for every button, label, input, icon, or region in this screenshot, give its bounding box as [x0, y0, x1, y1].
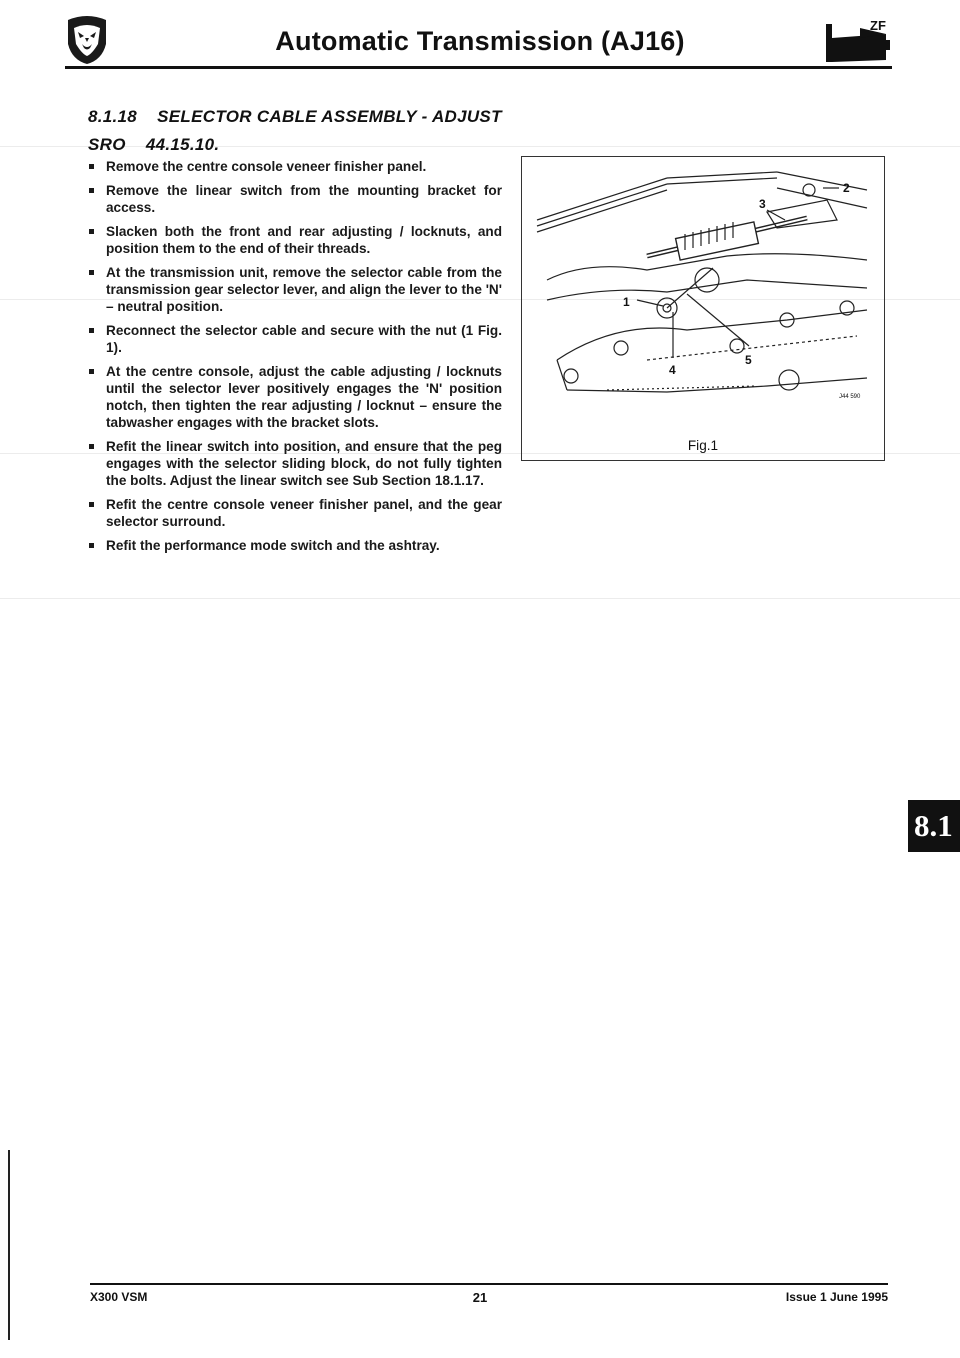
instruction-step: Refit the performance mode switch and the ashtray.	[88, 537, 502, 554]
instruction-step: Remove the centre console veneer finisher panel.	[88, 158, 502, 175]
instruction-step: Slacken both the front and rear adjusting / locknuts, and position them to the end of their threads.	[88, 223, 502, 257]
callout-label: 5	[745, 353, 752, 367]
instruction-step: At the transmission unit, remove the selector cable from the transmission gear selector lever, and align the lever to the 'N' – neutral position.	[88, 264, 502, 315]
scan-edge	[8, 1150, 10, 1340]
brand-mark-text: ZF	[870, 18, 886, 33]
section-tab: 8.1	[908, 800, 960, 852]
instruction-list	[88, 158, 502, 561]
footer-issue-date: Issue 1 June 1995	[785, 1290, 888, 1304]
instruction-step: At the centre console, adjust the cable adjusting / locknuts until the selector lever positively engages the 'N' position notch, then tighten the rear adjusting / locknut – ensure the tabwasher engages with the bracket slots.	[88, 363, 502, 431]
callout-label: 1	[623, 295, 630, 309]
callout-label: 4	[669, 363, 676, 377]
sro-number: SRO 44.15.10.	[88, 135, 220, 154]
footer-manual-code: X300 VSM	[90, 1290, 148, 1304]
callout-label: 3	[759, 197, 766, 211]
header-rule	[65, 66, 892, 69]
page-number: 21	[472, 1290, 488, 1305]
scan-line	[0, 598, 960, 599]
selector-cable-diagram	[527, 160, 881, 428]
figure-caption: Fig.1	[687, 438, 719, 453]
section-heading: 8.1.18 SELECTOR CABLE ASSEMBLY - ADJUST	[88, 107, 502, 126]
instruction-step: Remove the linear switch from the mounting bracket for access.	[88, 182, 502, 216]
zf-transmission-icon	[820, 14, 896, 66]
footer-rule	[90, 1283, 888, 1285]
callout-label: 2	[843, 181, 850, 195]
figure-ref-code: J44 590	[839, 394, 861, 400]
instruction-step: Refit the linear switch into position, and ensure that the peg engages with the selector sliding block, do not fully tighten the bolts. Adjust the linear switch see Sub Section 18.1.17.	[88, 438, 502, 489]
page-title: Automatic Transmission (AJ16)	[275, 26, 685, 56]
instruction-step: Refit the centre console veneer finisher panel, and the gear selector surround.	[88, 496, 502, 530]
instruction-step: Reconnect the selector cable and secure with the nut (1 Fig. 1).	[88, 322, 502, 356]
